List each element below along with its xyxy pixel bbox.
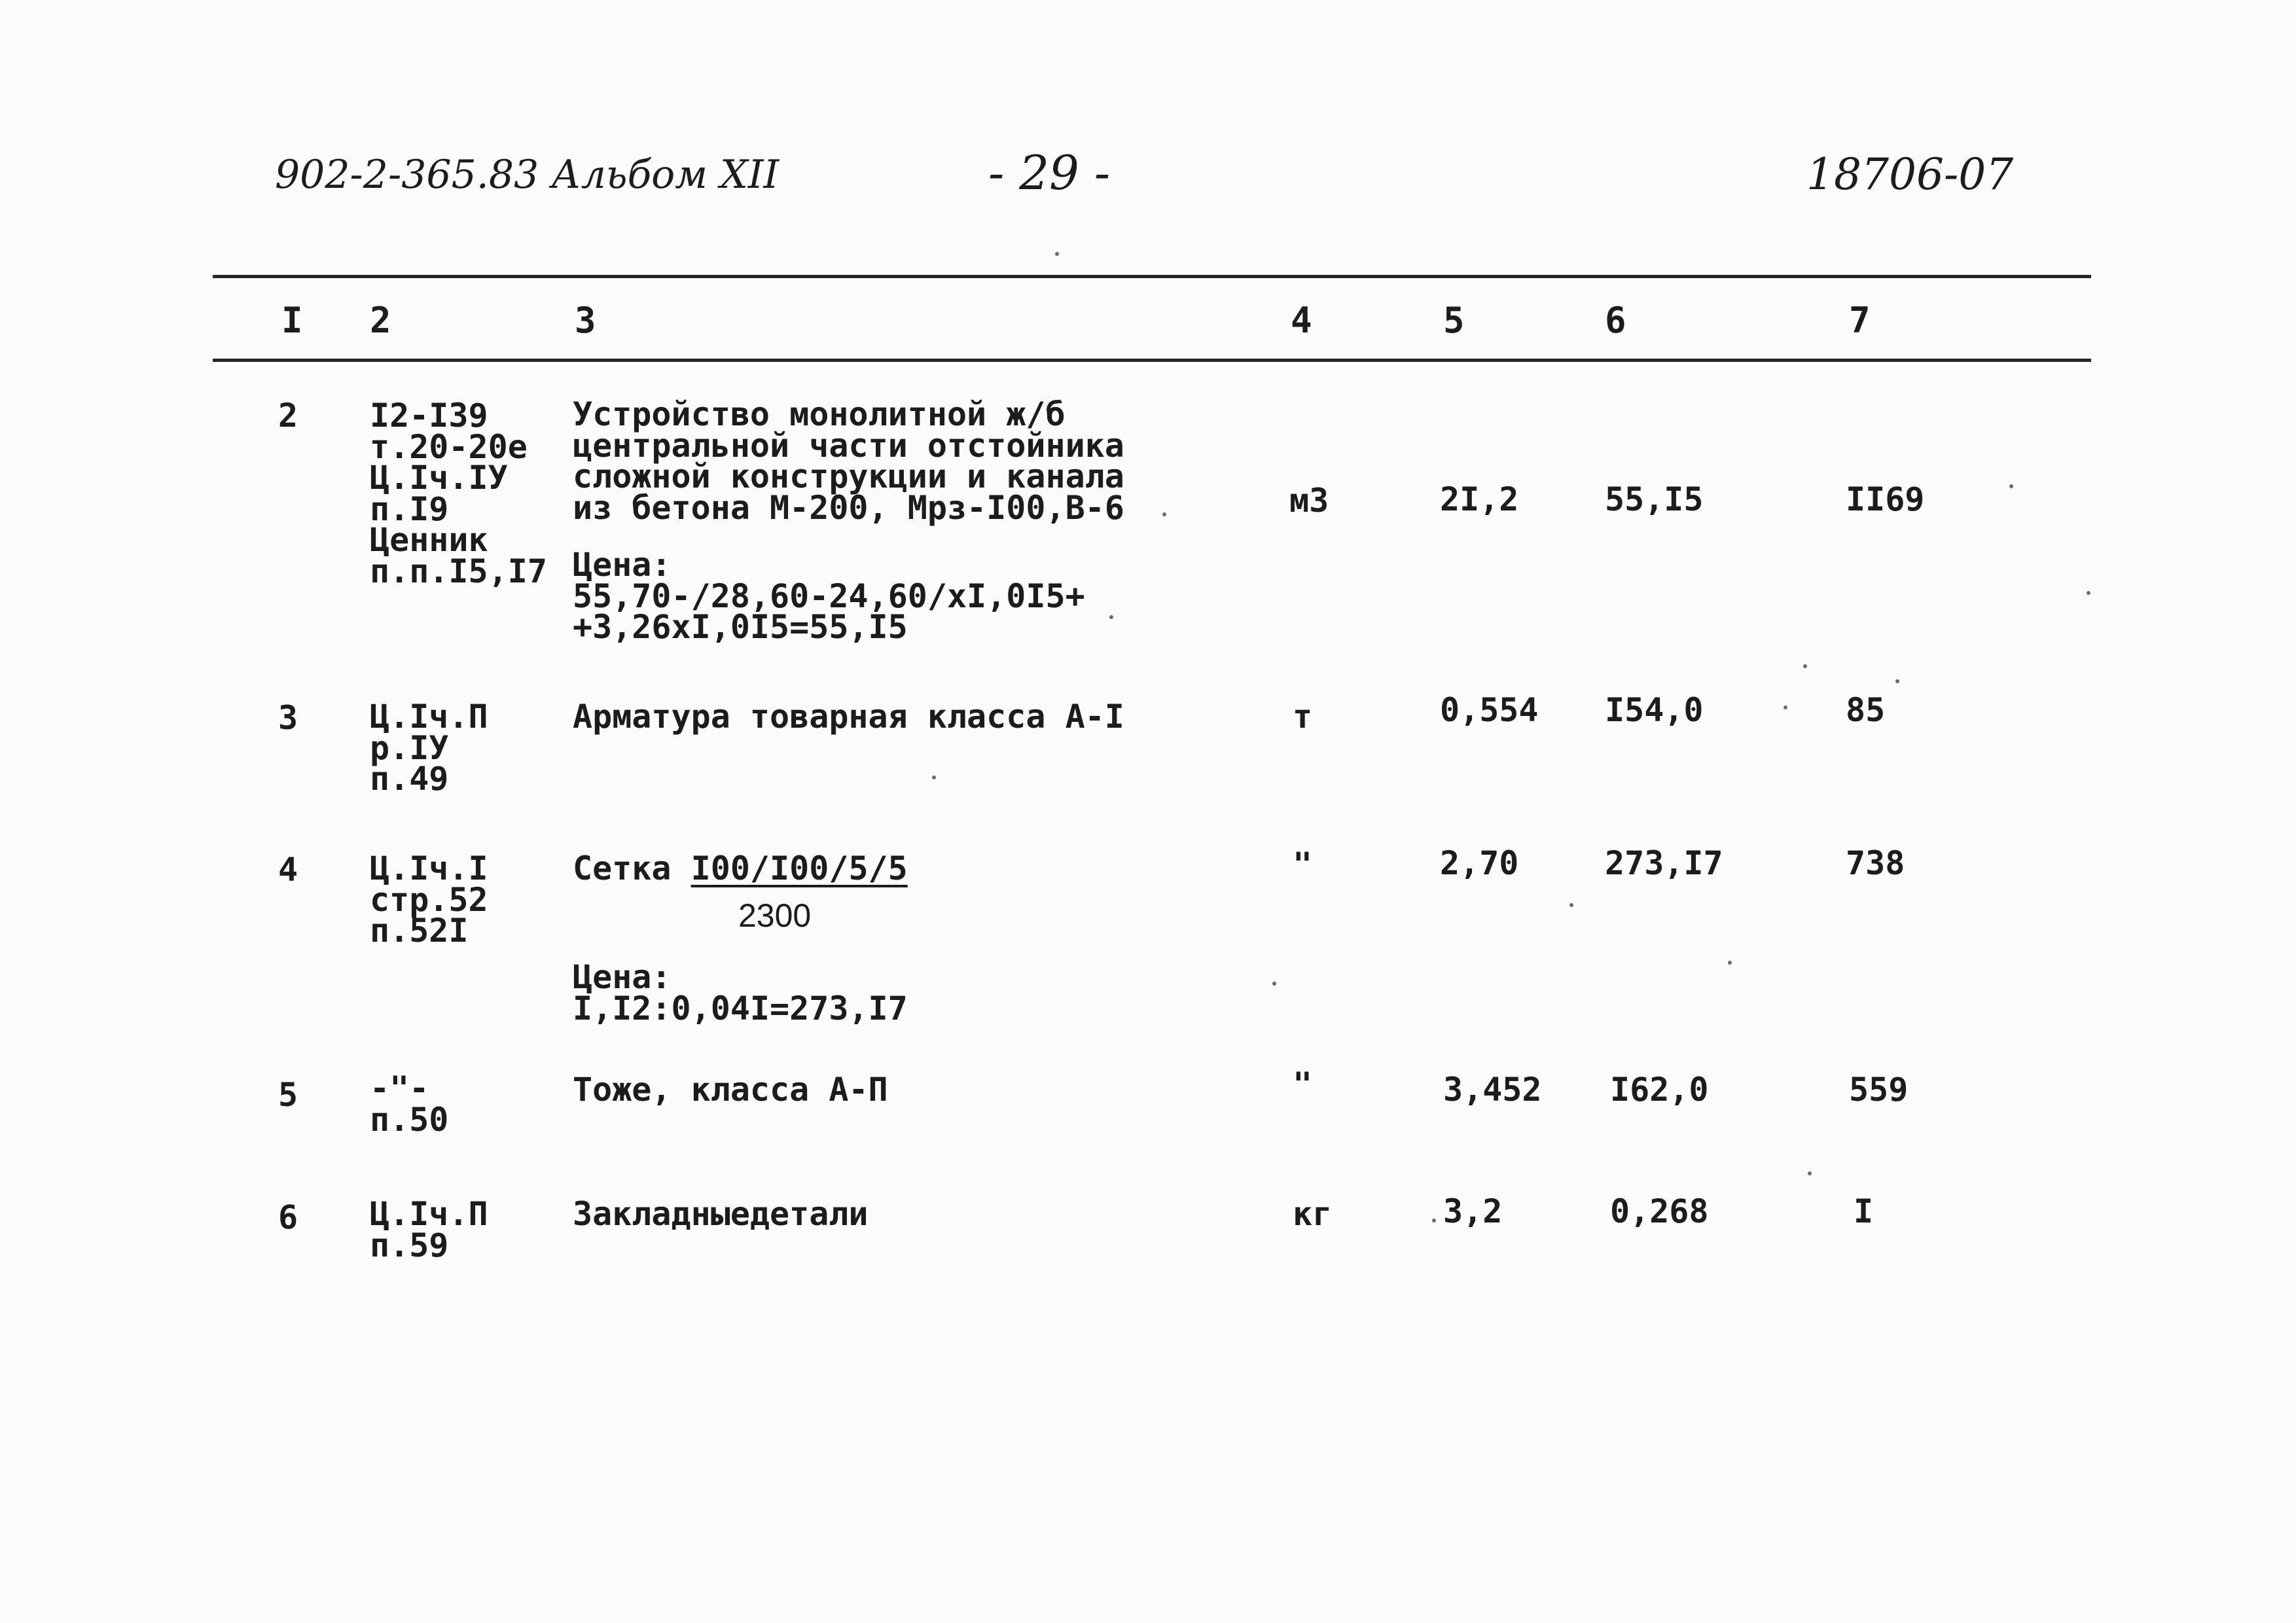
row-total: II69 bbox=[1846, 480, 1925, 518]
row-unit-price: 273,I7 bbox=[1605, 844, 1723, 882]
mesh-label: Сетка bbox=[573, 849, 691, 887]
column-header-6: 6 bbox=[1605, 300, 1626, 341]
row-reference: I2-I39 т.20-20е Ц.Iч.IУ п.I9 Ценник п.п.I5,I7 bbox=[370, 397, 547, 590]
row-unit: " bbox=[1293, 846, 1313, 883]
row-total: I bbox=[1854, 1192, 1874, 1230]
scan-speck bbox=[1895, 679, 1899, 683]
ref-code: 18706-07 bbox=[1806, 149, 2014, 200]
scan-speck bbox=[1570, 903, 1573, 907]
scan-speck bbox=[932, 776, 936, 779]
row-quantity: 2I,2 bbox=[1440, 480, 1519, 518]
mesh-spec-denominator: 2300 bbox=[738, 897, 812, 934]
row-unit: кг bbox=[1293, 1195, 1333, 1233]
scan-speck bbox=[1803, 664, 1807, 668]
mesh-spec-numerator: I00/I00/5/5 bbox=[691, 849, 908, 887]
row-unit-price: I54,0 bbox=[1605, 691, 1704, 729]
scan-speck bbox=[2009, 484, 2013, 488]
scan-speck bbox=[1432, 1219, 1436, 1222]
row-number: 4 bbox=[278, 851, 298, 889]
scan-speck bbox=[1055, 252, 1059, 256]
column-header-7: 7 bbox=[1849, 300, 1871, 341]
row-reference: Ц.Iч.П р.IУ п.49 bbox=[370, 698, 488, 798]
row-reference: Ц.Iч.I стр.52 п.52I bbox=[370, 849, 488, 950]
row-total: 85 bbox=[1846, 691, 1886, 729]
table-header-rule bbox=[213, 359, 2091, 362]
scan-speck bbox=[1109, 615, 1113, 619]
row-description: Устройство монолитной ж/б центральной части отстойника сложной конструкции и канала из бетона М-200, Мрз-I00,В-6 bbox=[573, 395, 1124, 527]
column-header-5: 5 bbox=[1443, 300, 1465, 341]
row-description: Закладныедетали bbox=[573, 1195, 869, 1233]
row-quantity: 2,70 bbox=[1440, 844, 1519, 882]
column-header-4: 4 bbox=[1291, 300, 1312, 341]
row-unit: м3 bbox=[1289, 482, 1329, 520]
column-header-1: I bbox=[281, 300, 303, 341]
doc-code: 902-2-365.83 Альбом XII bbox=[275, 152, 780, 198]
scan-speck bbox=[1272, 982, 1276, 986]
price-calculation: Цена: 55,70-/28,60-24,60/хI,0I5+ +3,26хI,0I5=55,I5 bbox=[573, 546, 1085, 646]
row-number: 3 bbox=[278, 699, 298, 737]
scan-speck bbox=[1728, 961, 1732, 965]
page-number: - 29 - bbox=[988, 145, 1111, 200]
table-top-rule bbox=[213, 275, 2091, 278]
row-reference: Ц.Iч.П п.59 bbox=[370, 1195, 488, 1264]
row-quantity: 0,554 bbox=[1440, 691, 1539, 729]
row-unit-price: I62,0 bbox=[1610, 1071, 1709, 1109]
row-description: Тоже, класса А-П bbox=[573, 1071, 888, 1109]
row-number: 2 bbox=[278, 397, 298, 435]
row-unit: " bbox=[1293, 1065, 1313, 1103]
scan-speck bbox=[1808, 1171, 1812, 1175]
row-total: 738 bbox=[1846, 844, 1905, 882]
scan-speck bbox=[1784, 705, 1787, 709]
scan-speck bbox=[1162, 512, 1166, 516]
row-reference: -"- п.50 bbox=[370, 1069, 449, 1139]
row-number: 6 bbox=[278, 1198, 298, 1236]
column-header-3: 3 bbox=[575, 300, 596, 341]
row-description: Арматура товарная класса А-I bbox=[573, 698, 1124, 736]
row-description bbox=[573, 849, 908, 887]
row-unit-price: 55,I5 bbox=[1605, 480, 1704, 518]
row-unit-price: 0,268 bbox=[1610, 1192, 1709, 1230]
row-unit: т bbox=[1293, 698, 1313, 736]
row-quantity: 3,2 bbox=[1443, 1192, 1503, 1230]
column-header-2: 2 bbox=[370, 300, 391, 341]
row-number: 5 bbox=[278, 1076, 298, 1114]
scan-speck bbox=[2087, 591, 2090, 595]
row-quantity: 3,452 bbox=[1443, 1071, 1542, 1109]
price-calculation: Цена: I,I2:0,04I=273,I7 bbox=[573, 958, 908, 1027]
row-total: 559 bbox=[1849, 1071, 1909, 1109]
